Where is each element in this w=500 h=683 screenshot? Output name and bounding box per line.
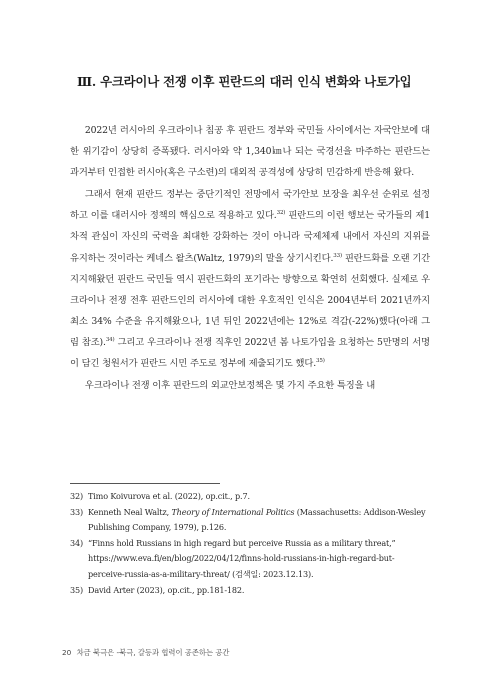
- body-text: [70, 120, 430, 397]
- text-run: (Massachusetts: Addison-Wesley Publishing Company, 1979), p.126.: [88, 506, 426, 533]
- footnote-number: 33): [70, 506, 84, 517]
- paragraph-text: [70, 184, 430, 374]
- footnote: [70, 505, 430, 536]
- text-run: “Finns hold Russians in high regard but perceive Russia as a military threat,” https://www.eva.fi/en/blog/2022/04/12/finns-hold-russians-in-high-regard-but-perceive-russia-as-a-military-threat/ (검색일: 2023.12.13).: [88, 537, 396, 579]
- text-run: 핀란드화를 오랜 기간 지지해왔던 핀란드 국민들 역시 핀란드화의 포기라는 방향으로 확연히 선회했다. 실제로 우크라이나 전쟁 전후 핀란드인의 러시아에 대한 우호적인 인식은 2004년부터 2021년까지 최소 34% 수준을 유지해왔으나, 1년 뒤인 2022년에는 12%로 격감(-22%)했다(아래 그림 참조).: [70, 252, 430, 348]
- book-title: Theory of International Politics: [171, 506, 295, 517]
- paragraph: [70, 184, 430, 374]
- footnote: [70, 536, 430, 583]
- page-number: 20: [62, 648, 72, 657]
- footnote-text: [88, 536, 430, 583]
- paragraph-text: [70, 375, 430, 396]
- text-run: David Arter (2023), op.cit., pp.181-182.: [88, 584, 245, 595]
- text-run: 2022년 러시아의 우크라이나 침공 후 핀란드 정부와 국민들 사이에서는 자국안보에 대한 위기감이 상당히 증폭됐다. 러시아와 약 1,340㎞나 되는 국경선을 마주하는 핀란드는 과거부터 인접한 러시아(혹은 구소련)의 대외적 공격성에 상당히 민감하게 반응해 왔다.: [70, 125, 430, 179]
- paragraph: [70, 375, 430, 396]
- text-run: Kenneth Neal Waltz,: [88, 506, 172, 517]
- footnote-number: 34): [70, 537, 84, 548]
- footnotes: [70, 489, 430, 598]
- footnote-text: [88, 489, 430, 505]
- footnote-text: [88, 505, 430, 536]
- footnote-number: 35): [70, 584, 84, 595]
- footnote-number: 32): [70, 491, 84, 501]
- page-footer: [62, 648, 229, 658]
- text-run: 우크라이나 전쟁 이후 핀란드의 외교안보정책은 몇 가지 주요한 특징을 내: [84, 380, 376, 392]
- footnote-text: [88, 583, 430, 599]
- text-run: 그리고 우크라이나 전쟁 직후인 2022년 봄 나토가입을 요청하는 5만명의 서명이 담긴 청원서가 핀란드 시민 주도로 정부에 제출되기도 했다.: [70, 336, 430, 370]
- footnote-ref: 35): [316, 357, 325, 364]
- footnote-ref: 33): [333, 252, 342, 259]
- footnote: [70, 583, 430, 599]
- section-heading: Ⅲ. 우크라이나 전쟁 이후 핀란드의 대러 인식 변화와 나토가입: [77, 74, 412, 89]
- footnote-ref: 32): [276, 210, 286, 217]
- text-run: Timo Koivurova et al. (2022), op.cit., p.7.: [88, 491, 250, 501]
- paragraph: [70, 120, 430, 183]
- footnote-ref: 34): [105, 336, 115, 343]
- text-run: 핀란드의 이런 행보는 국가들의 제1차적 관심이 자신의 국력을 최대한 강화하는 것이 아니라 국제체제 내에서 자신의 지위를 유지하는 것이라는 케네스 왈츠(Waltz, 1979)의 말을 상기시킨다.: [70, 210, 430, 264]
- footnote: [70, 489, 430, 505]
- text-run: 그래서 현재 핀란드 정부는 중단기적인 전망에서 국가안보 보장을 최우선 순위로 설정하고 이를 대러시아 정책의 핵심으로 적용하고 있다.: [70, 189, 430, 222]
- running-title: 차금 북극은 -북극, 갈등과 협력이 공존하는 공간: [76, 648, 230, 657]
- paragraph-text: [70, 120, 430, 183]
- footnote-divider: [70, 483, 220, 484]
